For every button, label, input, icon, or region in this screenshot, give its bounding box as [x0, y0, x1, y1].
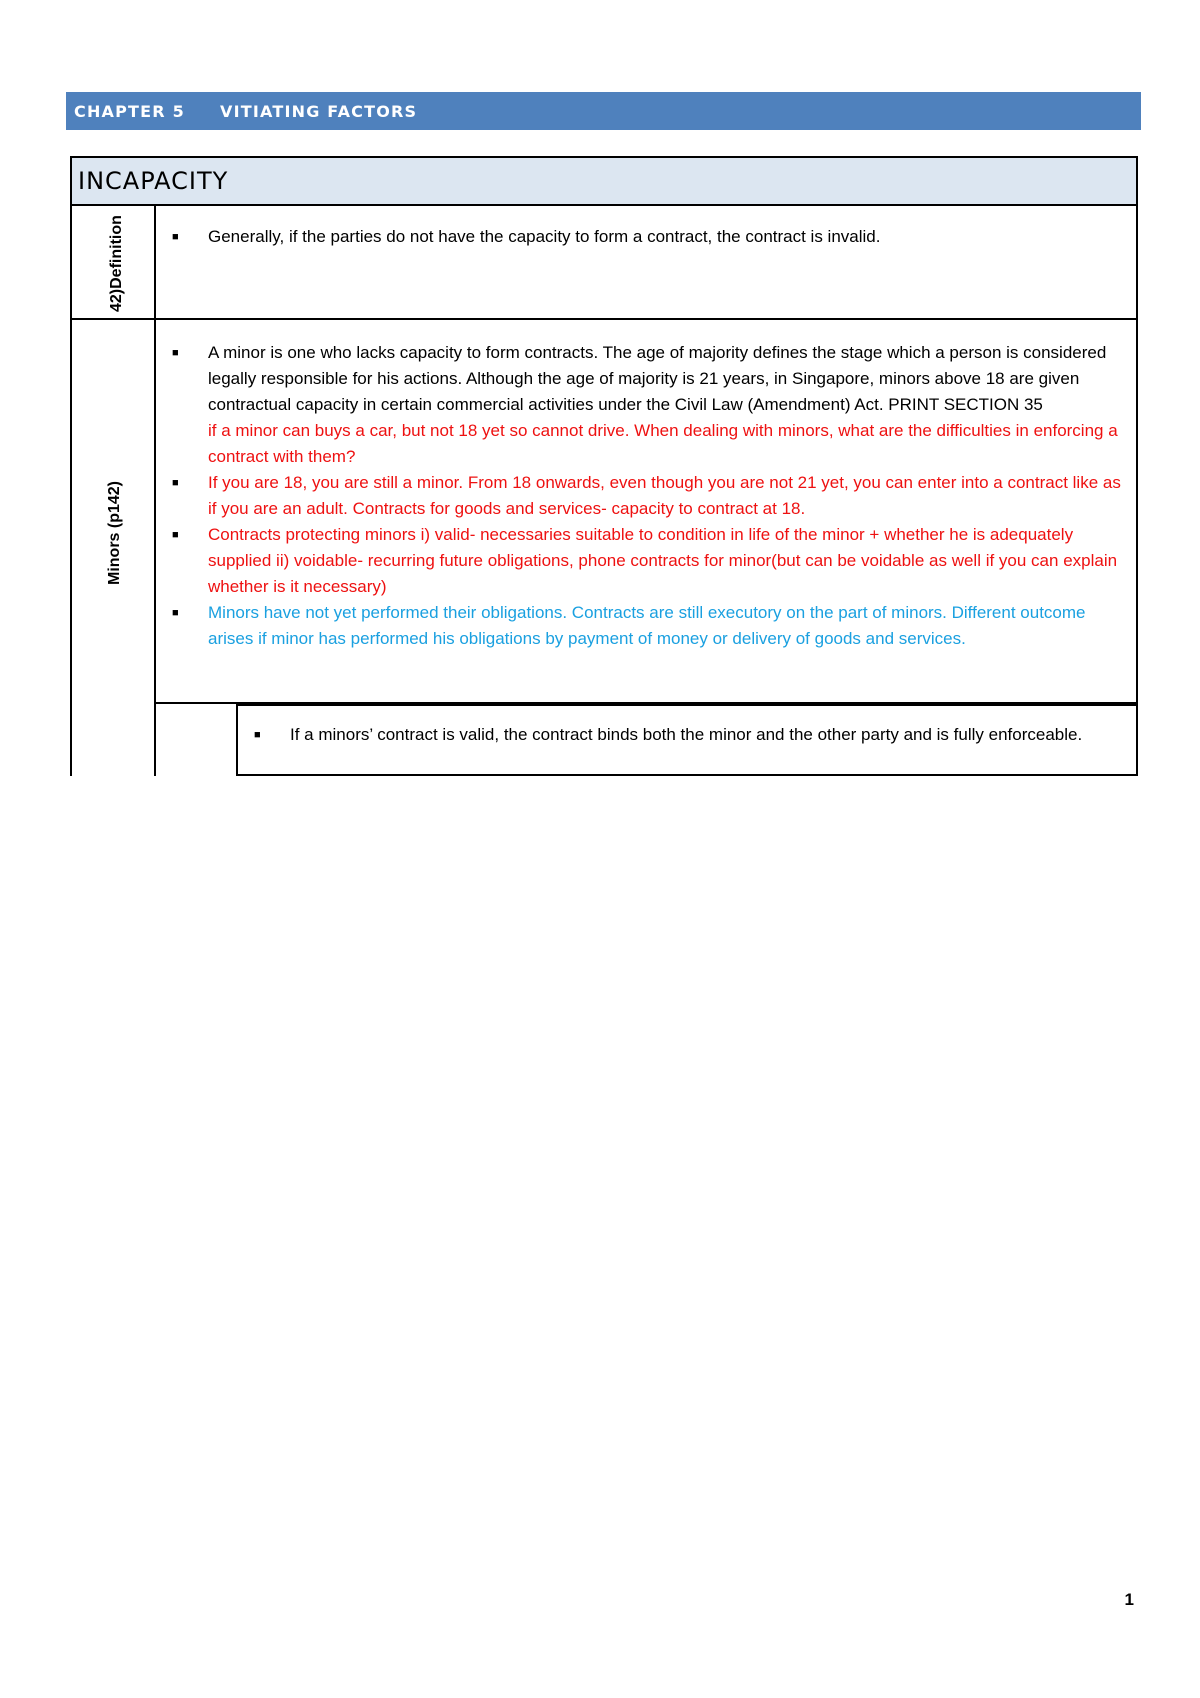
- minors-bullet-1-note: if a minor can buys a car, but not 18 yet so cannot drive. When dealing with minors, what are the difficulties in enforcing a contract with them?: [208, 421, 1118, 466]
- minors-bullet-1-text: A minor is one who lacks capacity to form contracts. The age of majority defines the stage which a person is considered legally responsible for his actions. Although the age of majority is 21 years, in Singapore, minors above 18 are given contractual capacity in certain commercial activities under the Civil Law (Amendment) Act. PRINT SECTION 35: [208, 343, 1107, 414]
- chapter-number: CHAPTER 5: [74, 101, 185, 121]
- page-number: 1: [1124, 1590, 1134, 1609]
- minors-bullet-2-text: If you are 18, you are still a minor. From 18 onwards, even though you are not 21 yet, you can enter into a contract like as if you are an adult. Contracts for goods and services- capacity to contract at 18.: [208, 473, 1121, 518]
- nested-text: If a minors’ contract is valid, the contract binds both the minor and the other party and is fully enforceable.: [290, 725, 1083, 744]
- bullet-icon: ■: [172, 607, 179, 619]
- chapter-title: VITIATING FACTORS: [220, 101, 418, 121]
- list-item: [168, 470, 1124, 522]
- definition-label: 42)Definition: [108, 215, 125, 312]
- table-title-cell: [70, 156, 1138, 206]
- list-item: [168, 224, 1124, 250]
- minors-content: [156, 320, 1136, 704]
- bullet-icon: ■: [172, 347, 179, 359]
- bullet-icon: ■: [172, 477, 179, 489]
- minors-bullet-4-text: Minors have not yet performed their obligations. Contracts are still executory on the part of minors. Different outcome arises if minor has performed his obligations by payment of money or delivery of goods and services.: [208, 603, 1086, 648]
- list-item: [250, 722, 1124, 748]
- table-title: INCAPACITY: [78, 167, 229, 195]
- definition-label-cell: [72, 206, 156, 318]
- minors-bullet-3-text: Contracts protecting minors i) valid- necessaries suitable to condition in life of the minor + whether he is adequately supplied ii) voidable- recurring future obligations, phone contracts for minor(but can be voidable as well if you can explain whether is it necessary): [208, 525, 1118, 596]
- nested-row: [70, 704, 1138, 776]
- incapacity-table: [70, 156, 1138, 776]
- nested-side-cell: [72, 704, 156, 776]
- definition-row: [70, 206, 1138, 320]
- chapter-header: [66, 92, 1141, 130]
- bullet-icon: ■: [254, 729, 261, 741]
- minors-row: [70, 320, 1138, 704]
- list-item: [168, 522, 1124, 600]
- bullet-icon: ■: [172, 231, 179, 243]
- nested-content: [238, 704, 1136, 776]
- bullet-icon: ■: [172, 529, 179, 541]
- definition-text: Generally, if the parties do not have the capacity to form a contract, the contract is invalid.: [208, 227, 881, 246]
- nested-spacer-cell: [156, 704, 238, 776]
- list-item: [168, 600, 1124, 652]
- minors-label: Minors (p142): [106, 480, 123, 585]
- definition-content: [156, 206, 1136, 318]
- list-item: [168, 340, 1124, 470]
- minors-label-cell: [72, 320, 156, 704]
